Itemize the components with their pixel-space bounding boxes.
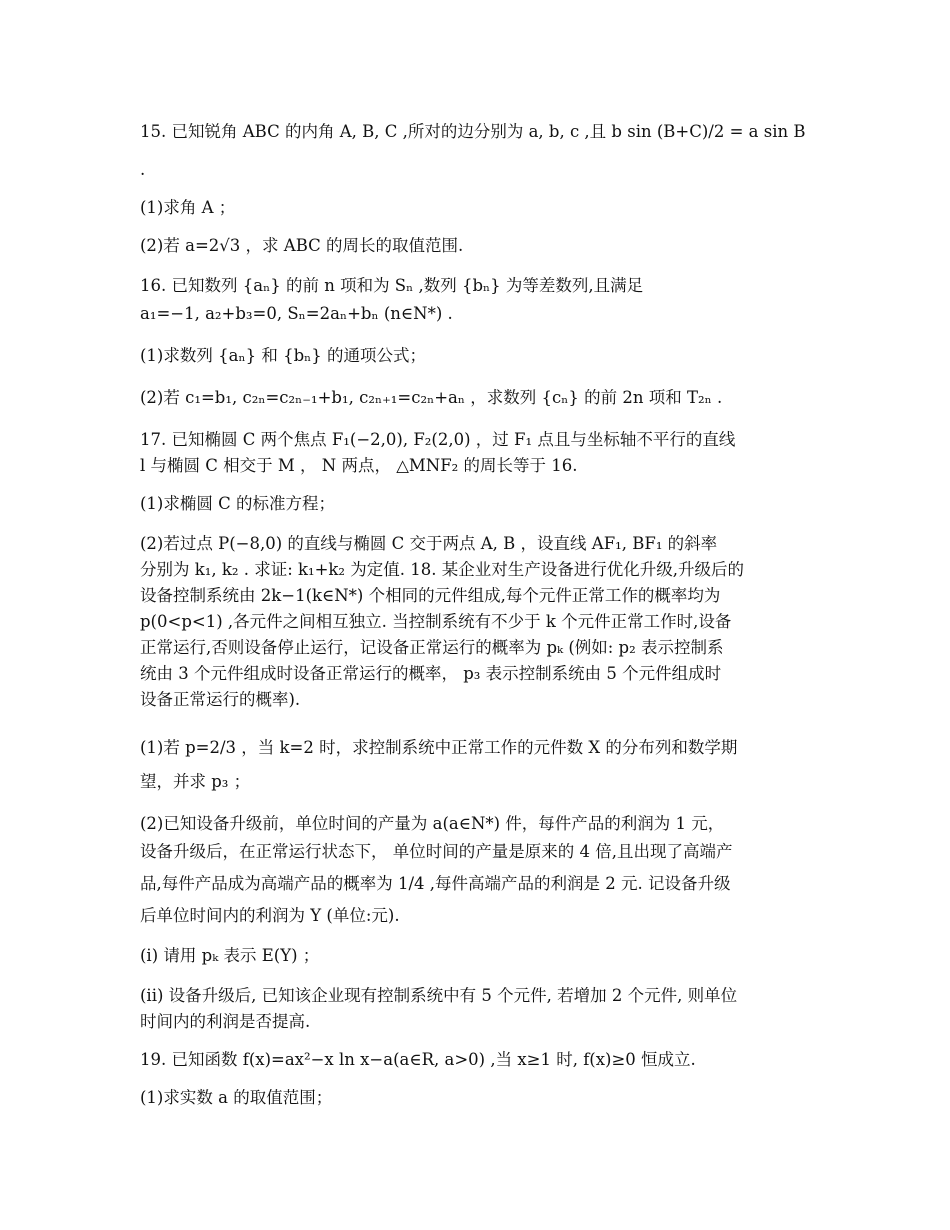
problem-18-part-2-ii-line-1: (ii) 设备升级后, 已知该企业现有控制系统中有 5 个元件, 若增加 2 个元件, 则单位 <box>140 986 738 1005</box>
problem-16-part-2: (2)若 c₁=b₁, c₂ₙ=c₂ₙ₋₁+b₁, c₂ₙ₊₁=c₂ₙ+aₙ ，求数列 {cₙ} 的前 2n 项和 T₂ₙ . <box>140 388 723 407</box>
problem-18-line-5: 设备正常运行的概率). <box>140 690 301 709</box>
problem-18-part-2-i: (i) 请用 pₖ 表示 E(Y) ； <box>140 946 320 965</box>
problem-16-line-1: 16. 已知数列 {aₙ} 的前 n 项和为 Sₙ ,数列 {bₙ} 为等差数列,且满足 <box>140 276 644 295</box>
problem-15-part-1: (1)求角 A ； <box>140 198 236 217</box>
problem-15-part-2: (2)若 a=2√3 ，求 ABC 的周长的取值范围. <box>140 236 464 255</box>
problem-18-part-2-line-3: 品,每件产品成为高端产品的概率为 1/4 ,每件高端产品的利润是 2 元. 记设备升级 <box>140 874 731 893</box>
problem-19-part-1: (1)求实数 a 的取值范围； <box>140 1088 333 1107</box>
problem-18-part-1-line-1: (1)若 p=2/3 ，当 k=2 时，求控制系统中正常工作的元件数 X 的分布列和数学期 <box>140 738 738 757</box>
problem-18-part-1-line-2: 望，并求 p₃ ； <box>140 772 251 791</box>
problem-17-line-1: 17. 已知椭圆 C 两个焦点 F₁(−2,0), F₂(2,0) ，过 F₁ 点且与坐标轴不平行的直线 <box>140 430 736 449</box>
problem-18-line-2: p(0<p<1) ,各元件之间相互独立. 当控制系统有不少于 k 个元件正常工作时,设备 <box>140 612 732 631</box>
problem-18-line-4: 统由 3 个元件组成时设备正常运行的概率， p₃ 表示控制系统由 5 个元件组成时 <box>140 664 722 683</box>
problem-18-part-2-line-4: 后单位时间内的利润为 Y (单位:元). <box>140 906 400 925</box>
problem-18-part-2-line-2: 设备升级后，在正常运行状态下， 单位时间的产量是原来的 4 倍,且出现了高端产 <box>140 842 733 861</box>
problem-19-line-1: 19. 已知函数 f(x)=ax²−x ln x−a(a∈R, a>0) ,当 x≥1 时, f(x)≥0 恒成立. <box>140 1050 696 1069</box>
problem-15-line-2: . <box>140 160 146 179</box>
problem-18-part-2-ii-line-2: 时间内的利润是否提高. <box>140 1012 311 1031</box>
problem-17-part-2-line-2: 分别为 k₁, k₂ . 求证: k₁+k₂ 为定值. 18. 某企业对生产设备进行优化升级,升级后的 <box>140 560 745 579</box>
problem-17-part-1: (1)求椭圆 C 的标准方程； <box>140 494 335 513</box>
problem-17-line-2: l 与椭圆 C 相交于 M ， N 两点， △MNF₂ 的周长等于 16. <box>140 456 578 475</box>
problem-17-part-2-line-1: (2)若过点 P(−8,0) 的直线与椭圆 C 交于两点 A, B ，设直线 AF₁, BF₁ 的斜率 <box>140 534 718 553</box>
problem-18-part-2-line-1: (2)已知设备升级前，单位时间的产量为 a(a∈N*) 件，每件产品的利润为 1 元， <box>140 814 725 833</box>
problem-18-line-3: 正常运行,否则设备停止运行，记设备正常运行的概率为 pₖ (例如: p₂ 表示控制系 <box>140 638 724 657</box>
problem-16-part-1: (1)求数列 {aₙ} 和 {bₙ} 的通项公式； <box>140 346 427 365</box>
problem-18-line-1: 设备控制系统由 2k−1(k∈N*) 个相同的元件组成,每个元件正常工作的概率均为 <box>140 586 721 605</box>
problem-16-line-2: a₁=−1, a₂+b₃=0, Sₙ=2aₙ+bₙ (n∈N*) . <box>140 304 453 323</box>
problem-15-line-1: 15. 已知锐角 ABC 的内角 A, B, C ,所对的边分别为 a, b, c ,且 b sin (B+C)/2 = a sin B <box>140 122 806 141</box>
